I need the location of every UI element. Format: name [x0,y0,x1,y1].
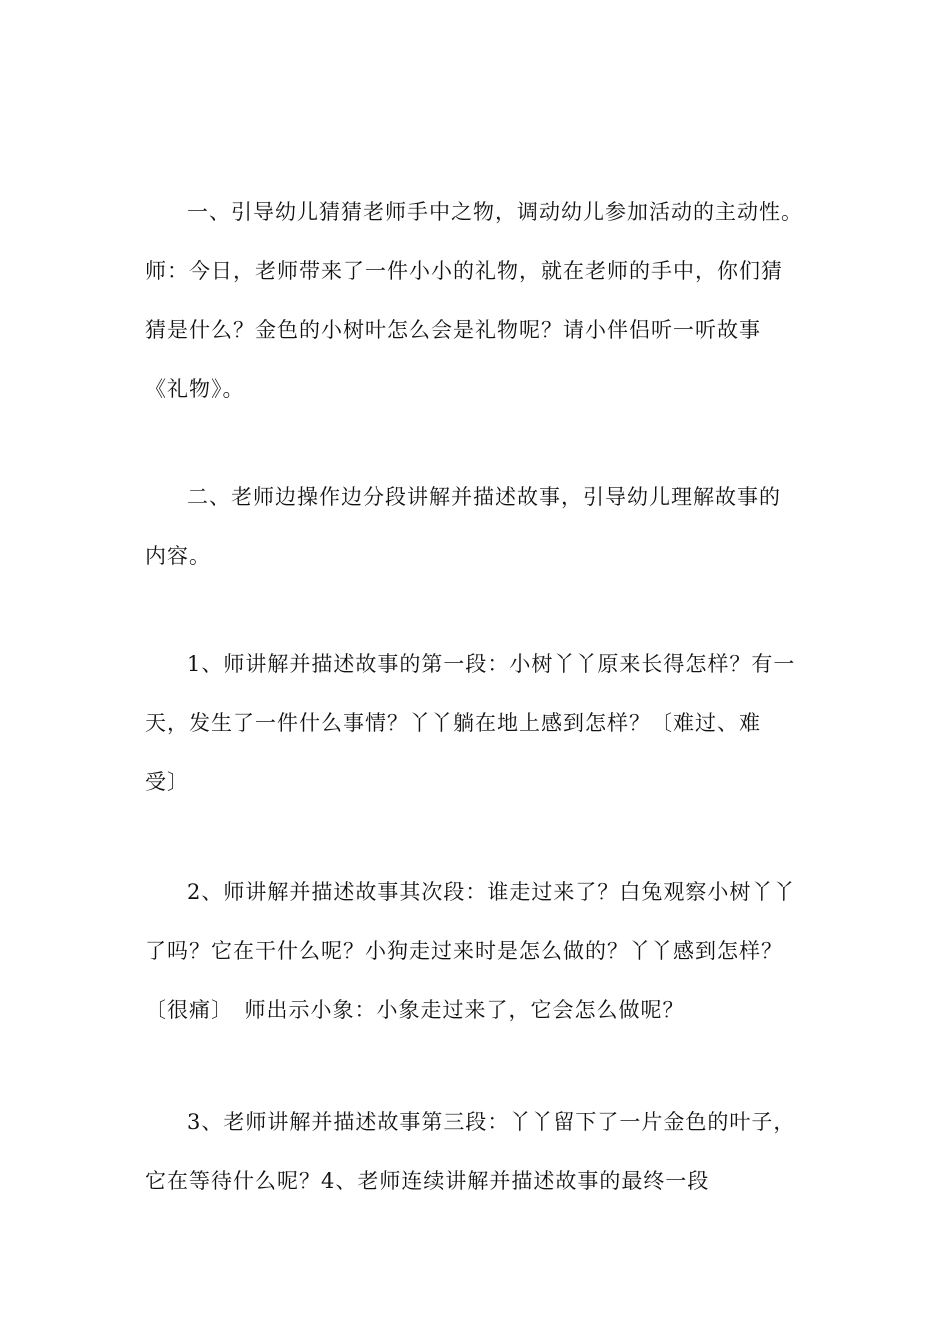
paragraph-line: 了吗？它在干什么呢？小狗走过来时是怎么做的？丫丫感到怎样？ [145,939,783,963]
paragraph-line: 师：今日，老师带来了一件小小的礼物，就在老师的手中，你们猜 [145,259,783,283]
paragraph-line: 〔很痛〕 师出示小象：小象走过来了，它会怎么做呢？ [145,998,685,1022]
paragraph-line: 天，发生了一件什么事情？丫丫躺在地上感到怎样？〔难过、难 [145,711,761,735]
paragraph-guess-gift [145,183,810,419]
paragraph-line: 2、师讲解并描述故事其次段：谁走过来了？白兔观察小树丫丫 [187,880,796,904]
paragraph-story-sections [145,468,810,586]
paragraph-section-two [145,863,810,1040]
paragraph-section-three [145,1093,810,1211]
paragraph-line: 1、师讲解并描述故事的第一段：小树丫丫原来长得怎样？有一 [187,652,796,676]
paragraph-line: 受〕 [145,770,189,794]
paragraph-line: 它在等待什么呢？4、老师连续讲解并描述故事的最终一段 [145,1169,710,1193]
paragraph-line: 二、老师边操作边分段讲解并描述故事，引导幼儿理解故事的 [187,485,781,509]
paragraph-section-one [145,635,810,812]
paragraph-line: 猜是什么？金色的小树叶怎么会是礼物呢？请小伴侣听一听故事 [145,318,761,342]
paragraph-line: 3、老师讲解并描述故事第三段：丫丫留下了一片金色的叶子， [187,1110,796,1134]
paragraph-line: 内容。 [145,544,211,568]
paragraph-line: 《礼物》。 [145,377,245,401]
paragraph-line: 一、引导幼儿猜猜老师手中之物，调动幼儿参加活动的主动性。 [187,200,803,224]
